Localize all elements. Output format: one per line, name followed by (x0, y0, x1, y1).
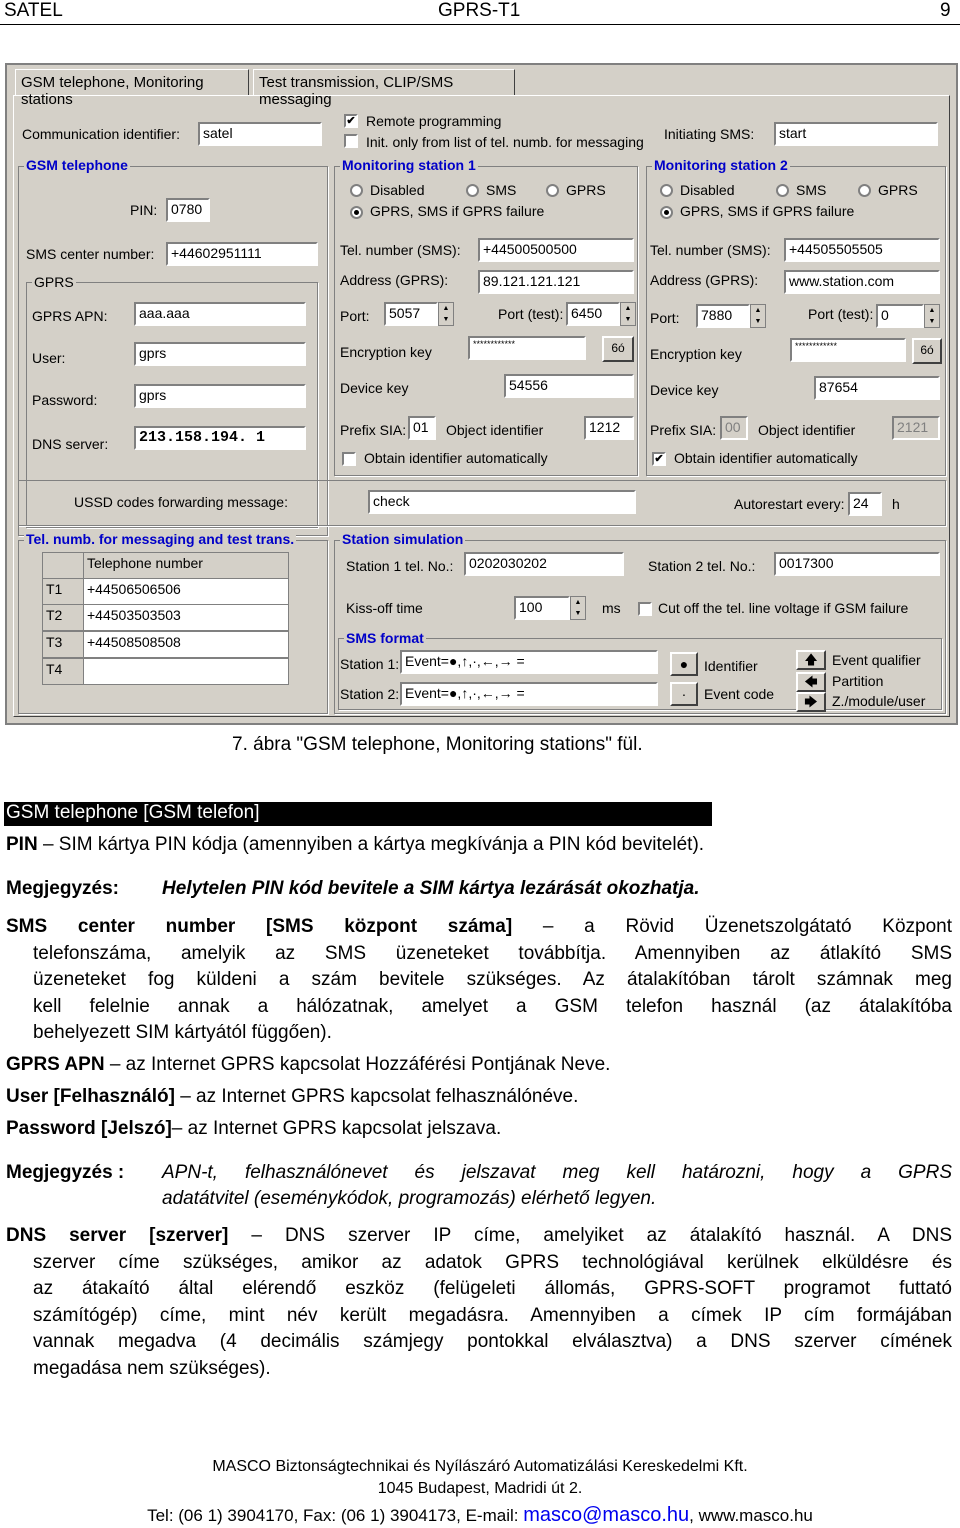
sim-st1-input[interactable]: 0202030202 (464, 552, 624, 576)
gsm-group-title: GSM telephone (26, 157, 128, 173)
telnumb-title: Tel. numb. for messaging and test trans. (26, 531, 295, 547)
smsfmt-title: SMS format (346, 630, 424, 646)
sim-kiss-unit: ms (602, 600, 621, 616)
ms2-tel-input[interactable]: +44505505505 (784, 238, 940, 262)
ms1-tel-input[interactable]: +44500500500 (478, 238, 634, 262)
p-pass-term: Password [Jelszó] (6, 1118, 172, 1139)
ms1-obj-label: Object identifier (446, 422, 544, 438)
tab-panel (13, 95, 950, 717)
ms1-gprs-label: GPRS (566, 182, 606, 198)
telnumb-row-number[interactable] (83, 658, 289, 685)
sms-center-line1 (6, 914, 952, 940)
event-qualifier-label: Event qualifier (832, 652, 921, 668)
p-user (6, 1084, 578, 1110)
ms1-port-label: Port: (340, 308, 370, 324)
ms2-port-test-spinner[interactable]: ▲ ▼ (924, 304, 940, 328)
sim-st2-input[interactable]: 0017300 (774, 552, 940, 576)
ms1-title: Monitoring station 1 (342, 157, 476, 173)
init-only-checkbox[interactable] (344, 134, 358, 148)
sim-st1-label: Station 1 tel. No.: (346, 558, 454, 574)
ms1-enc-label: Encryption key (340, 344, 432, 360)
sms-center-line4: kell felelnie annak a hálózatnak, amelyet a GSM telefon használ (az átalakítóba (33, 996, 952, 1017)
telnumb-row-number[interactable]: +44508508508 (83, 631, 289, 658)
init-only-label: Init. only from list of tel. numb. for messaging (366, 134, 644, 150)
sms-center-line2: telefonszáma, amelyik az SMS üzeneteket továbbítja. Amennyiben az átlakító SMS (33, 943, 952, 964)
ms2-radio-gprs-sms[interactable] (660, 206, 673, 219)
ms1-port-test-input[interactable]: 6450 (566, 302, 620, 326)
initiating-sms-label: Initiating SMS: (664, 126, 755, 142)
smsfmt-st2-input[interactable]: Event=●,↑,·,←,→ = (400, 682, 658, 706)
ms2-radio-sms[interactable] (776, 184, 789, 197)
ms2-obtain-checkbox[interactable]: ✔ (652, 452, 666, 466)
ms1-disabled-label: Disabled (370, 182, 425, 198)
section-title: GSM telephone [GSM telefon] (6, 802, 260, 823)
pin-input[interactable]: 0780 (166, 198, 210, 222)
dns-label: DNS server: (32, 436, 109, 452)
password-label: Password: (32, 392, 98, 408)
apn-input[interactable]: aaa.aaa (134, 302, 306, 326)
ussd-label: USSD codes forwarding message: (74, 494, 288, 510)
sim-kiss-spinner[interactable]: ▲ ▼ (570, 596, 586, 620)
ms1-tel-label: Tel. number (SMS): (340, 242, 461, 258)
ms2-obj-label: Object identifier (758, 422, 856, 438)
ms1-dev-input[interactable]: 54556 (504, 374, 634, 398)
footer-phone: Tel: (06 1) 3904170, Fax: (06 1) 3904173, E-mail: (147, 1506, 524, 1525)
autorestart-label: Autorestart every: (734, 496, 845, 512)
identifier-dot-icon[interactable]: ● (670, 652, 698, 676)
telnumb-row-id: T4 (42, 658, 84, 685)
footer-address: 1045 Budapest, Madridi út 2. (377, 1480, 583, 1497)
note1-text: Helytelen PIN kód bevitele a SIM kártya lezárását okozhatja. (162, 878, 700, 899)
ms1-radio-gprs[interactable] (546, 184, 559, 197)
sms-center-input[interactable]: +44602951111 (166, 242, 318, 266)
p-user-term: User [Felhasználó] (6, 1086, 175, 1107)
partition-label: Partition (832, 673, 884, 689)
p-pin-text: – SIM kártya PIN kódja (amennyiben a kártya megkívánja a PIN kód bevitelét). (37, 834, 705, 855)
dns-line1 (6, 1223, 952, 1249)
ms1-prefix-label: Prefix SIA: (340, 422, 407, 438)
ms1-port-test-spinner[interactable]: ▲ ▼ (620, 302, 636, 326)
ms2-obtain-label: Obtain identifier automatically (674, 450, 858, 466)
ms1-radio-gprs-sms[interactable] (350, 206, 363, 219)
tab-test-transmission[interactable]: Test transmission, CLIP/SMS messaging (253, 69, 515, 95)
note1-label: Megjegyzés: (6, 878, 119, 899)
sim-title: Station simulation (342, 531, 464, 547)
ms2-title: Monitoring station 2 (654, 157, 788, 173)
figure-caption: 7. ábra "GSM telephone, Monitoring stations" fül. (232, 734, 643, 755)
note2-line2: adatátvitel (eseménykódok, programozás) elérhető legyen. (162, 1188, 657, 1209)
telnumb-row-number[interactable]: +44506506506 (83, 578, 289, 605)
arrow-left-icon[interactable]: 🡄 (796, 672, 826, 692)
initiating-sms-input[interactable]: start (774, 122, 938, 146)
ms2-gprs-label: GPRS (878, 182, 918, 198)
p-apn-text: – az Internet GPRS kapcsolat Hozzáférési Pontjának Neve. (104, 1054, 611, 1075)
sim-cutoff-label: Cut off the tel. line voltage if GSM failure (658, 600, 909, 616)
ms1-port-input[interactable]: 5057 (384, 302, 438, 326)
sms-center-label: SMS center number: (26, 246, 155, 262)
ms2-enc-input[interactable]: ************ (790, 338, 906, 362)
config-window (5, 63, 958, 725)
ms1-obtain-checkbox[interactable] (342, 452, 356, 466)
p-pin (6, 832, 704, 858)
sim-cutoff-checkbox[interactable] (638, 602, 652, 616)
ms2-port-test-label: Port (test): (808, 306, 874, 322)
dns-line2: szerver címe szükséges, amikor az adatok GPRS technológiával kerülnek elküldésre és (33, 1252, 952, 1273)
p-apn-term: GPRS APN (6, 1054, 105, 1075)
ms1-show-key-icon[interactable]: 6ó (602, 336, 634, 362)
ms2-addr-input[interactable]: www.station.com (784, 270, 940, 294)
ms1-gprs-sms-label: GPRS, SMS if GPRS failure (370, 203, 545, 219)
ms2-prefix-input[interactable]: 00 (720, 416, 748, 440)
telnumb-row-id: T1 (42, 578, 84, 605)
tab-gsm-monitoring[interactable]: GSM telephone, Monitoring stations (15, 69, 249, 95)
ms2-tel-label: Tel. number (SMS): (650, 242, 771, 258)
gprs-group-title: GPRS (34, 274, 74, 290)
header-page-number: 9 (940, 0, 951, 21)
arrow-up-icon[interactable]: 🡅 (796, 650, 826, 670)
dns-line3: az átakaító által elérendő eszköz (felügeleti állomás, GPRS-SOFT programot futtató (33, 1278, 952, 1299)
telnumb-row-number[interactable]: +44503503503 (83, 604, 289, 631)
sim-kiss-label: Kiss-off time (346, 600, 423, 616)
ms1-port-spinner[interactable]: ▲ ▼ (438, 302, 454, 326)
ms2-radio-gprs[interactable] (858, 184, 871, 197)
ms2-addr-label: Address (GPRS): (650, 272, 759, 288)
footer-contact (0, 1504, 960, 1527)
ms1-radio-disabled[interactable] (350, 184, 363, 197)
telnumb-row-id: T2 (42, 604, 84, 631)
header-left: SATEL (4, 0, 63, 21)
ms1-sms-label: SMS (486, 182, 517, 198)
ms2-gprs-sms-label: GPRS, SMS if GPRS failure (680, 203, 855, 219)
sms-center-line3: üzeneteket fog küldeni a szám bevitele szükséges. Az átalakítóban tárolt számnak meg (33, 969, 952, 990)
dns-line5: vannak megadva (4 decimális számjegy pontokkal elválasztva) a DNS szerver címének (33, 1331, 952, 1352)
ms2-port-label: Port: (650, 310, 680, 326)
ms2-dev-input[interactable]: 87654 (814, 376, 940, 400)
ms1-radio-sms[interactable] (466, 184, 479, 197)
comm-id-label: Communication identifier: (22, 126, 180, 142)
arrow-right-icon[interactable]: 🡆 (796, 692, 826, 712)
note2-label: Megjegyzés : (6, 1162, 125, 1183)
event-code-label: Event code (704, 686, 775, 702)
sms-center-line5: behelyezett SIM kártyától függően). (33, 1022, 332, 1043)
smsfmt-st1-input[interactable]: Event=●,↑,·,←,→ = (400, 650, 658, 674)
ms2-port-input[interactable]: 7880 (696, 304, 750, 328)
user-label: User: (32, 350, 66, 366)
telnumb-row-id: T3 (42, 631, 84, 658)
dns-line6: megadása nem szükséges). (33, 1358, 271, 1379)
event-code-dot-icon[interactable]: · (670, 682, 698, 706)
ms2-show-key-icon[interactable]: 6ó (912, 338, 942, 364)
header-center: GPRS-T1 (438, 0, 521, 21)
ms2-dev-label: Device key (650, 382, 719, 398)
dns-input[interactable]: 213.158.194. 1 (134, 426, 306, 450)
comm-id-input[interactable]: satel (198, 122, 322, 146)
autorestart-unit: h (892, 496, 900, 512)
footer-email-link[interactable]: masco@masco.hu (523, 1504, 690, 1526)
smsfmt-st1-label: Station 1: (340, 656, 400, 672)
identifier-label: Identifier (704, 658, 758, 674)
remote-prog-label: Remote programming (366, 113, 502, 129)
ms1-enc-input[interactable]: ************ (468, 336, 586, 360)
p-pass (6, 1116, 501, 1142)
password-input[interactable]: gprs (134, 384, 306, 408)
ms1-dev-label: Device key (340, 380, 409, 396)
ms2-prefix-label: Prefix SIA: (650, 422, 717, 438)
ms1-addr-input[interactable]: 89.121.121.121 (478, 270, 634, 294)
ms1-obtain-label: Obtain identifier automatically (364, 450, 548, 466)
ms2-radio-disabled[interactable] (660, 184, 673, 197)
telnumb-header: Telephone number (83, 552, 289, 579)
sms-center-term: SMS center number [SMS központ száma] (6, 916, 513, 937)
user-input[interactable]: gprs (134, 342, 306, 366)
ms1-addr-label: Address (GPRS): (340, 272, 449, 288)
sms-center-l1: – a Rövid Üzenetszolgátató Központ (542, 916, 953, 937)
dns-line4: számítógép) címe, mint név került megadásra. Amennyiben a címek IP cím formájában (33, 1305, 952, 1326)
zone-label: Z./module/user (832, 693, 926, 709)
dns-l1: – DNS szerver IP címe, amelyiket az átalakító használ. A DNS (251, 1225, 952, 1246)
telnumb-corner (42, 552, 84, 579)
ms2-sms-label: SMS (796, 182, 827, 198)
dns-term: DNS server [szerver] (6, 1225, 229, 1246)
smsfmt-st2-label: Station 2: (340, 686, 400, 702)
header-rule (0, 24, 960, 25)
pin-label: PIN: (130, 202, 158, 218)
ms2-port-test-input[interactable]: 0 (876, 304, 924, 328)
p-apn (6, 1052, 610, 1078)
p-user-text: – az Internet GPRS kapcsolat felhasználónéve. (174, 1086, 579, 1107)
autorestart-input[interactable]: 24 (848, 492, 882, 516)
ms2-obj-input[interactable]: 2121 (892, 416, 940, 440)
footer-web: , www.masco.hu (689, 1506, 813, 1525)
apn-label: GPRS APN: (32, 308, 108, 324)
remote-prog-checkbox[interactable]: ✔ (344, 114, 358, 128)
p-pass-text: – az Internet GPRS kapcsolat jelszava. (171, 1118, 502, 1139)
footer-company: MASCO Biztonságtechnikai és Nyílászáró Automatizálási Kereskedelmi Kft. (212, 1458, 748, 1475)
ms2-disabled-label: Disabled (680, 182, 735, 198)
ussd-input[interactable]: check (368, 490, 636, 514)
ms1-obj-input[interactable]: 1212 (584, 416, 634, 440)
ms1-port-test-label: Port (test): (498, 306, 564, 322)
ms1-prefix-input[interactable]: 01 (408, 416, 436, 440)
sim-kiss-input[interactable]: 100 (514, 596, 570, 620)
sim-st2-label: Station 2 tel. No.: (648, 558, 756, 574)
note2-line1: APN-t, felhasználónevet és jelszavat meg kell határozni, hogy a GPRS (162, 1162, 952, 1183)
ms2-enc-label: Encryption key (650, 346, 742, 362)
p-pin-term: PIN (6, 834, 38, 855)
ms2-port-spinner[interactable]: ▲ ▼ (750, 304, 766, 328)
